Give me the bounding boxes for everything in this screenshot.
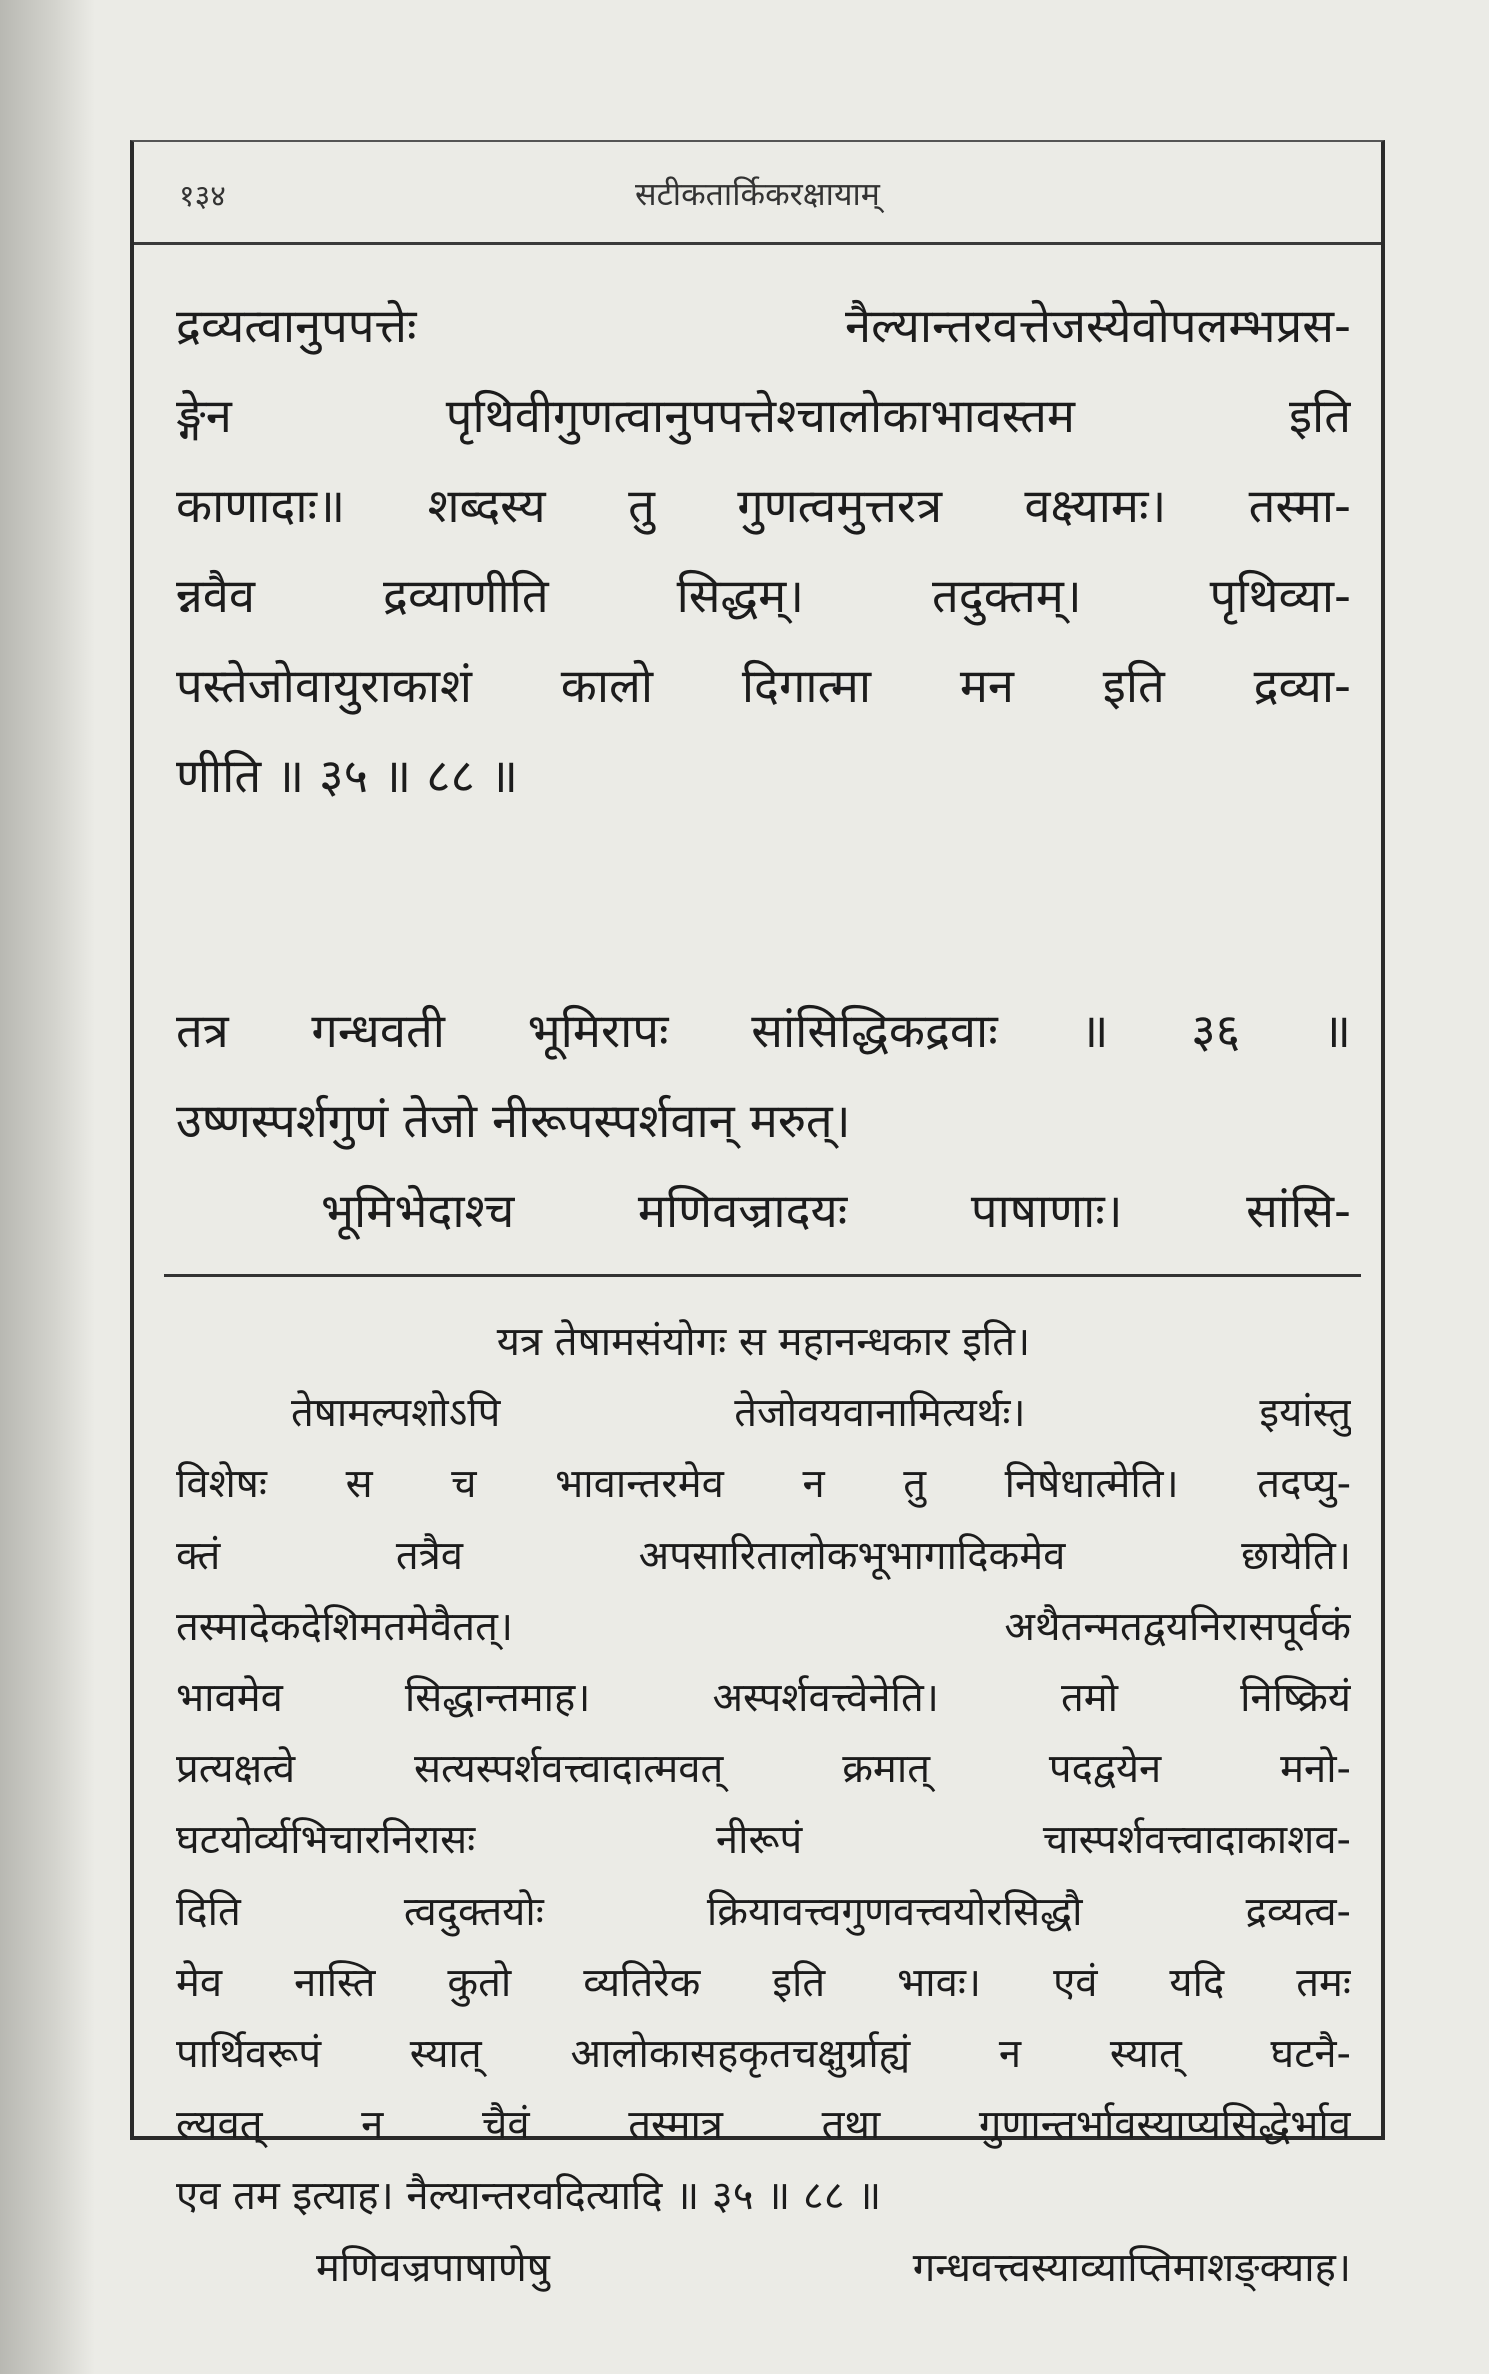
commentary-line: विशेषः स च भावान्तरमेव न तु निषेधात्मेति। तदप्यु- xyxy=(176,1461,1351,1508)
commentary-line: तस्मादेकदेशिमतमेवैतत्। अथैतन्मतद्वयनिरासपूर्वकं xyxy=(176,1603,1351,1650)
commentary-line: मेव नास्ति कुतो व्यतिरेक इति भावः। एवं यदि तमः xyxy=(176,1959,1351,2006)
commentary-line: तेषामल्पशोऽपि तेजोवयवानामित्यर्थः। इयांस्तु xyxy=(291,1390,1351,1437)
commentary-line: दिति त्वदुक्तयोः क्रियावत्त्वगुणवत्त्वयोरसिद्धौ द्रव्यत्व- xyxy=(176,1888,1351,1935)
verse-line: भूमिभेदाश्च मणिवज्रादयः पाषाणाः। सांसि- xyxy=(321,1184,1351,1239)
book-spine-shadow xyxy=(0,0,95,2374)
main-text-line: द्रव्यत्वानुपपत्तेः नैल्यान्तरवत्तेजस्येवोपलम्भप्रस- xyxy=(176,299,1351,354)
page-header xyxy=(134,142,1381,245)
page-number: १३४ xyxy=(179,179,226,214)
verse-line: उष्णस्पर्शगुणं तेजो नीरूपस्पर्शवान् मरुत्। xyxy=(176,1094,851,1149)
main-text-line: णीति ॥ ३५ ॥ ८८ ॥ xyxy=(176,749,519,804)
verse-line: तत्र गन्धवती भूमिरापः सांसिद्धिकद्रवाः ॥ ३६ ॥ xyxy=(176,1004,1351,1059)
commentary-line: क्तं तत्रैव अपसारितालोकभूभागादिकमेव छायेति। xyxy=(176,1532,1351,1579)
printed-page xyxy=(130,140,1385,2291)
commentary-line: मणिवज्रपाषाणेषु गन्धवत्त्वस्याव्याप्तिमाशङ्क्याह। xyxy=(316,2244,1351,2291)
verse-block xyxy=(176,987,1351,1257)
commentary-line: भावमेव सिद्धान्तमाह। अस्पर्शवत्त्वेनेति। तमो निष्क्रियं xyxy=(176,1675,1351,1722)
main-text-line: न्नवैव द्रव्याणीति सिद्धम्। तदुक्तम्। पृथिव्या- xyxy=(176,569,1351,624)
commentary-line: यत्र तेषामसंयोगः स महानन्धकार इति। xyxy=(496,1319,1031,1365)
commentary-line: प्रत्यक्षत्वे सत्यस्पर्शवत्त्वादात्मवत् क्रमात् पदद्वयेन मनो- xyxy=(176,1746,1351,1793)
main-text-line: पस्तेजोवायुराकाशं कालो दिगात्मा मन इति द्रव्या- xyxy=(176,659,1351,714)
section-divider xyxy=(164,1274,1361,1277)
commentary-line: एव तम इत्याह। नैल्यान्तरवदित्यादि ॥ ३५ ॥ ८८ ॥ xyxy=(176,2173,882,2220)
running-title: सटीकतार्किकरक्षायाम् xyxy=(635,175,880,213)
commentary-line: पार्थिवरूपं स्यात् आलोकासहकृतचक्षुर्ग्राह्यं न स्यात् घटनै- xyxy=(176,2031,1351,2078)
main-text-block xyxy=(176,282,1351,822)
commentary-block xyxy=(176,1307,1351,2304)
main-text-line: काणादाः॥ शब्दस्य तु गुणत्वमुत्तरत्र वक्ष्यामः। तस्मा- xyxy=(176,479,1351,534)
commentary-line: ल्यवत् न चैवं तस्मात्र तथा गुणान्तर्भावस्याप्यसिद्धेर्भाव xyxy=(176,2102,1351,2149)
commentary-line: घटयोर्व्यभिचारनिरासः नीरूपं चास्पर्शवत्त्वादाकाशव- xyxy=(176,1817,1351,1864)
main-text-line: ङ्गेन पृथिवीगुणत्वानुपपत्तेश्चालोकाभावस्तम इति xyxy=(176,389,1351,444)
